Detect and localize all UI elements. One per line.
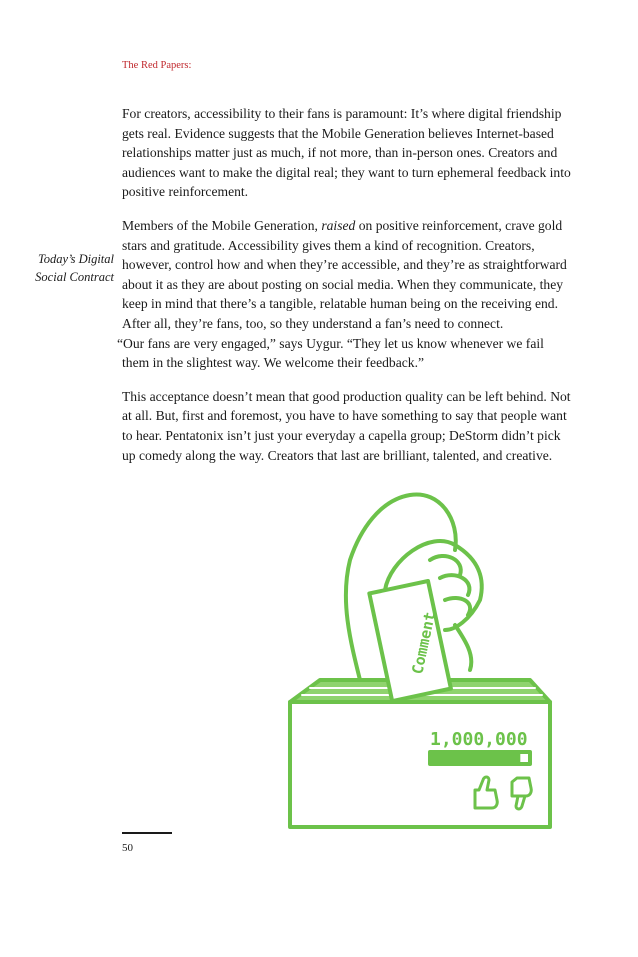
article-body [117,104,572,479]
paragraph-2-start: Members of the Mobile Generation, [122,217,322,233]
paragraph-2-continued: on positive reinforcement, crave gold stars and gratitude. Accessibility gives them a kind of recognition. Creators, however, control how and when they’re accessible, and they’re as straightforward about it as they are about posting on social media. When they communicate, they keep in mind that there’s a tangible, relatable human being on the receiving end. After all, they’re fans, too, so they understand a fan’s need to connect. [122,217,567,331]
progress-bar-fill [432,754,520,762]
comment-card-text: Comment [408,610,440,676]
footer-rule [122,832,172,834]
emphasis-raised: raised [321,217,356,233]
page-number: 50 [122,842,133,854]
paragraph-1: For creators, accessibility to their fans is paramount: It’s where digital friendship gets real. Evidence suggests that the Mobile Generation believes Internet-based relationships matter just as much, if not more, than in-person ones. Creators and audiences want to make the digital real; they want to turn ephemeral feedback into positive reinforcement. [122,106,571,200]
paragraph-2 [117,216,572,373]
comment-box-illustration [280,490,570,835]
sidenote-line-1: Today’s Digital [37,252,114,266]
sidenote-line-2: Social Contract [35,270,114,284]
uygur-quote: “Our fans are very engaged,” says Uygur. “They let us know whenever we fail them in the slightest way. We welcome their feedback.” [117,335,544,371]
counter-text: 1,000,000 [430,729,528,750]
paragraph-3: This acceptance doesn’t mean that good production quality can be left behind. Not at all. But, first and foremost, you have to have something to say that people want to hear. Pentatonix isn’t just your everyday a capella group; DeStorm didn’t pick up comedy along the way. Creators that last are brilliant, talented, and creative. [122,388,571,463]
section-sidenote [22,250,114,286]
running-header: The Red Papers: [122,60,192,71]
